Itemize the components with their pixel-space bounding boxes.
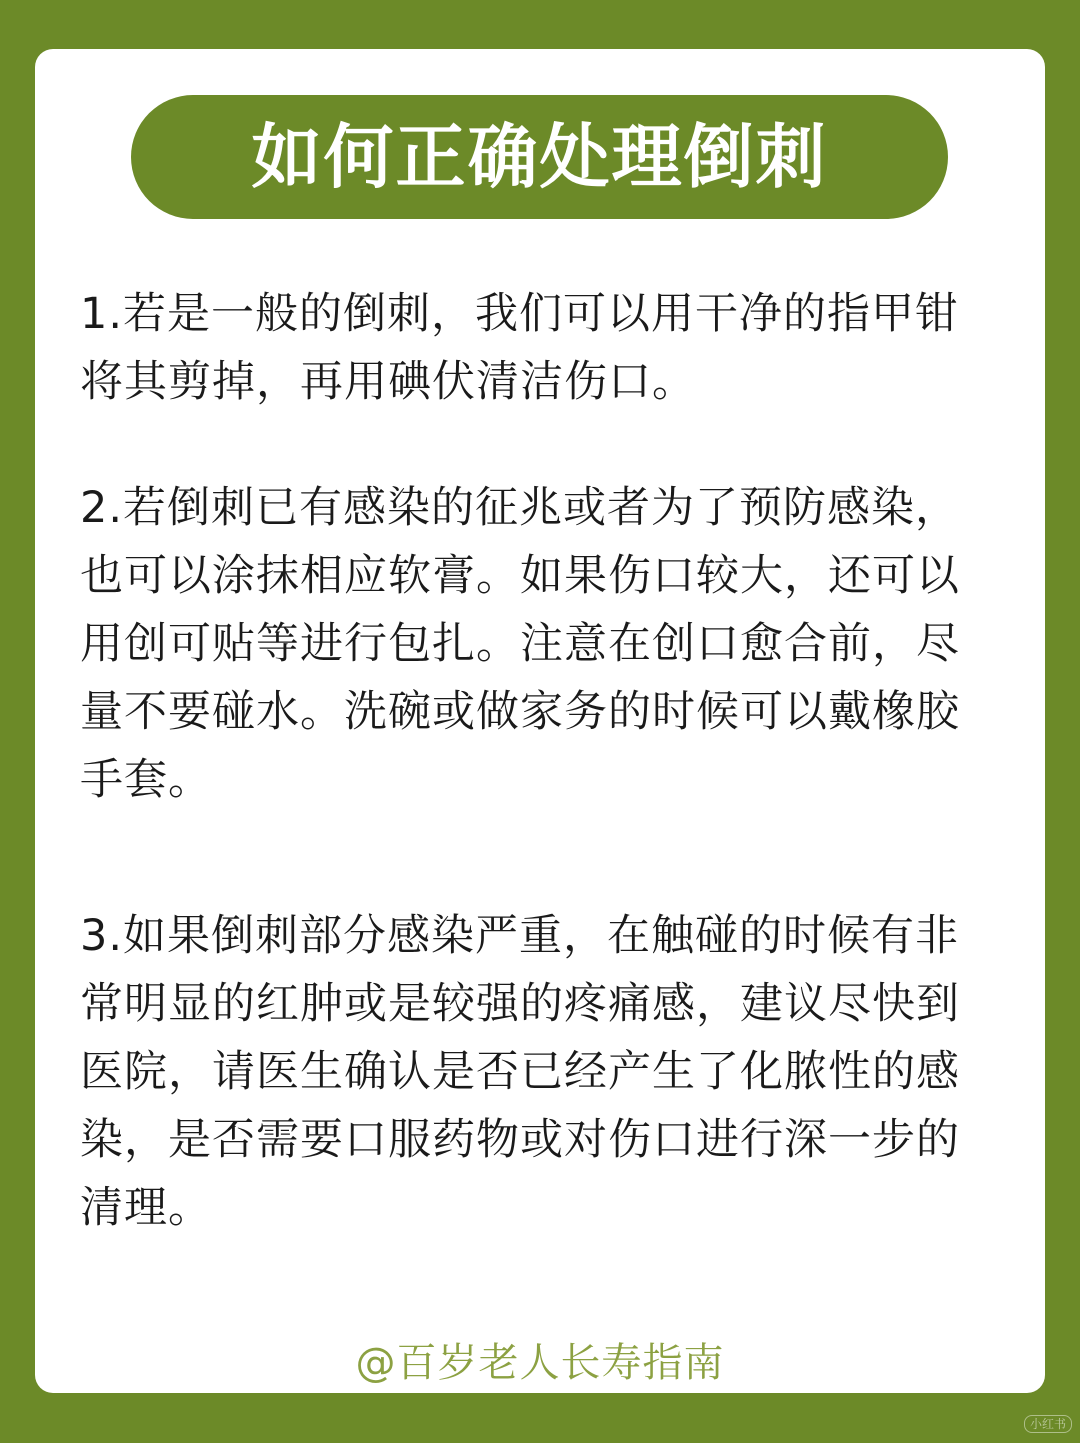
- content-card: [35, 49, 1045, 1393]
- page-title: 如何正确处理倒刺: [251, 116, 828, 198]
- watermark-logo: 小红书: [1024, 1415, 1072, 1433]
- paragraph-2: 2.若倒刺已有感染的征兆或者为了预防感染，也可以涂抹相应软膏。如果伤口较大，还可以用创可贴等进行包扎。注意在创口愈合前，尽量不要碰水。洗碗或做家务的时候可以戴橡胶手套。: [80, 483, 960, 805]
- paragraph-3: 3.如果倒刺部分感染严重，在触碰的时候有非常明显的红肿或是较强的疼痛感，建议尽快到医院，请医生确认是否已经产生了化脓性的感染，是否需要口服药物或对伤口进行深一步的清理。: [80, 911, 960, 1233]
- paragraph-1: 1.若是一般的倒刺，我们可以用干净的指甲钳将其剪掉，再用碘伏清洁伤口。: [80, 289, 960, 407]
- author-handle: @百岁老人长寿指南: [355, 1340, 725, 1386]
- title-banner: [131, 95, 948, 219]
